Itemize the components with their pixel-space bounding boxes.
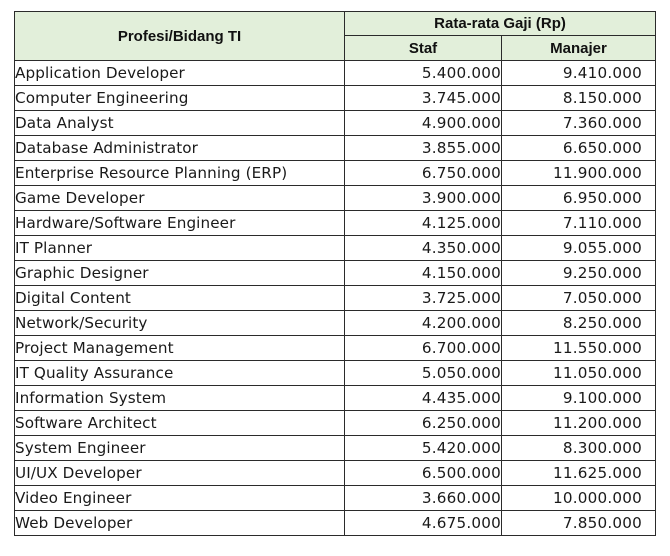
profession-cell: Game Developer bbox=[15, 186, 345, 211]
profession-cell: Computer Engineering bbox=[15, 86, 345, 111]
staff-salary-cell: 3.725.000 bbox=[345, 286, 502, 311]
manager-salary-cell: 8.150.000 bbox=[502, 86, 656, 111]
table-row bbox=[15, 61, 656, 86]
staff-salary-cell: 6.750.000 bbox=[345, 161, 502, 186]
table-row bbox=[15, 336, 656, 361]
profession-cell: Digital Content bbox=[15, 286, 345, 311]
salary-group-header: Rata-rata Gaji (Rp) bbox=[345, 12, 656, 36]
staff-salary-cell: 3.660.000 bbox=[345, 486, 502, 511]
manager-salary-cell: 7.050.000 bbox=[502, 286, 656, 311]
table-row bbox=[15, 361, 656, 386]
profession-cell: Information System bbox=[15, 386, 345, 411]
staff-salary-cell: 6.500.000 bbox=[345, 461, 502, 486]
manager-column-header: Manajer bbox=[502, 36, 656, 61]
profession-cell: UI/UX Developer bbox=[15, 461, 345, 486]
staff-salary-cell: 4.900.000 bbox=[345, 111, 502, 136]
table-row bbox=[15, 486, 656, 511]
table-row bbox=[15, 186, 656, 211]
manager-salary-cell: 8.300.000 bbox=[502, 436, 656, 461]
staff-salary-cell: 4.200.000 bbox=[345, 311, 502, 336]
staff-salary-cell: 5.420.000 bbox=[345, 436, 502, 461]
table-header bbox=[15, 12, 656, 61]
staff-salary-cell: 3.855.000 bbox=[345, 136, 502, 161]
manager-salary-cell: 9.410.000 bbox=[502, 61, 656, 86]
staff-salary-cell: 4.125.000 bbox=[345, 211, 502, 236]
table-row bbox=[15, 161, 656, 186]
manager-salary-cell: 11.900.000 bbox=[502, 161, 656, 186]
profession-cell: Video Engineer bbox=[15, 486, 345, 511]
staff-salary-cell: 6.700.000 bbox=[345, 336, 502, 361]
staff-salary-cell: 3.900.000 bbox=[345, 186, 502, 211]
manager-salary-cell: 11.050.000 bbox=[502, 361, 656, 386]
manager-salary-cell: 6.650.000 bbox=[502, 136, 656, 161]
profession-cell: Application Developer bbox=[15, 61, 345, 86]
manager-salary-cell: 11.550.000 bbox=[502, 336, 656, 361]
manager-salary-cell: 7.360.000 bbox=[502, 111, 656, 136]
table-body bbox=[15, 61, 656, 536]
table-row bbox=[15, 411, 656, 436]
staff-salary-cell: 5.400.000 bbox=[345, 61, 502, 86]
staff-salary-cell: 4.350.000 bbox=[345, 236, 502, 261]
table-row bbox=[15, 236, 656, 261]
staff-salary-cell: 6.250.000 bbox=[345, 411, 502, 436]
manager-salary-cell: 7.110.000 bbox=[502, 211, 656, 236]
profession-cell: Database Administrator bbox=[15, 136, 345, 161]
table-row bbox=[15, 111, 656, 136]
header-row-top bbox=[15, 12, 656, 36]
profession-cell: IT Planner bbox=[15, 236, 345, 261]
table-row bbox=[15, 386, 656, 411]
staff-salary-cell: 4.150.000 bbox=[345, 261, 502, 286]
manager-salary-cell: 7.850.000 bbox=[502, 511, 656, 536]
profession-cell: Graphic Designer bbox=[15, 261, 345, 286]
table-row bbox=[15, 136, 656, 161]
table-row bbox=[15, 311, 656, 336]
table-row bbox=[15, 211, 656, 236]
manager-salary-cell: 6.950.000 bbox=[502, 186, 656, 211]
profession-cell: Data Analyst bbox=[15, 111, 345, 136]
profession-cell: Enterprise Resource Planning (ERP) bbox=[15, 161, 345, 186]
table-row bbox=[15, 511, 656, 536]
staff-salary-cell: 3.745.000 bbox=[345, 86, 502, 111]
table-row bbox=[15, 261, 656, 286]
profession-cell: System Engineer bbox=[15, 436, 345, 461]
manager-salary-cell: 9.250.000 bbox=[502, 261, 656, 286]
profession-cell: Software Architect bbox=[15, 411, 345, 436]
table-row bbox=[15, 86, 656, 111]
staff-salary-cell: 5.050.000 bbox=[345, 361, 502, 386]
manager-salary-cell: 10.000.000 bbox=[502, 486, 656, 511]
table-row bbox=[15, 461, 656, 486]
manager-salary-cell: 9.055.000 bbox=[502, 236, 656, 261]
staff-salary-cell: 4.675.000 bbox=[345, 511, 502, 536]
manager-salary-cell: 11.625.000 bbox=[502, 461, 656, 486]
manager-salary-cell: 9.100.000 bbox=[502, 386, 656, 411]
profession-cell: Project Management bbox=[15, 336, 345, 361]
salary-table bbox=[14, 11, 656, 536]
table-row bbox=[15, 436, 656, 461]
profession-cell: Network/Security bbox=[15, 311, 345, 336]
staff-salary-cell: 4.435.000 bbox=[345, 386, 502, 411]
profession-column-header: Profesi/Bidang TI bbox=[15, 12, 345, 61]
profession-cell: Web Developer bbox=[15, 511, 345, 536]
manager-salary-cell: 11.200.000 bbox=[502, 411, 656, 436]
profession-cell: IT Quality Assurance bbox=[15, 361, 345, 386]
table-row bbox=[15, 286, 656, 311]
profession-cell: Hardware/Software Engineer bbox=[15, 211, 345, 236]
manager-salary-cell: 8.250.000 bbox=[502, 311, 656, 336]
staff-column-header: Staf bbox=[345, 36, 502, 61]
